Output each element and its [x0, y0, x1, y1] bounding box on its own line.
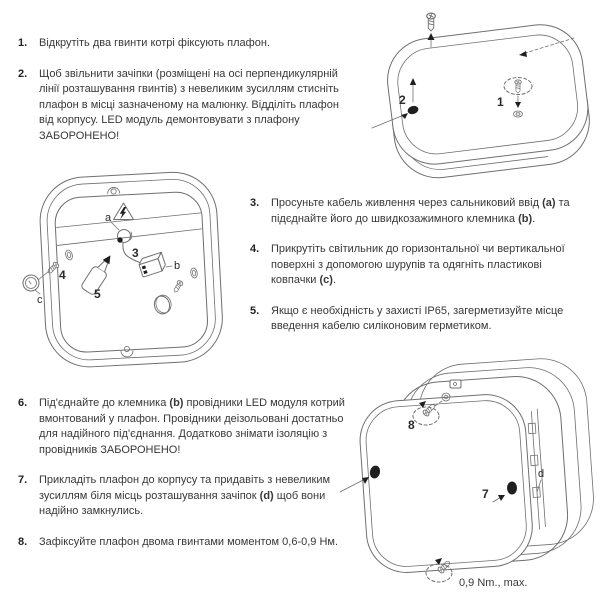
step-number: 7. [18, 474, 28, 486]
step-number: 1. [18, 37, 28, 49]
housing-frame [38, 170, 225, 369]
step-text: Прикладіть плафон до корпусу та придавіть з невеликим зусиллям біля місць розташування зачіпок (d) щоб вони надійно замкнулись. [39, 474, 331, 517]
screw-icon [427, 13, 436, 31]
steps-block-3-5 [250, 196, 582, 350]
step-text: Зафіксуйте плафон двома гвинтами моментом 0,6-0,9 Нм. [39, 535, 339, 548]
figure3-label-d: d [538, 468, 545, 480]
torque-note: 0,9 Nm., max. [459, 577, 528, 589]
press-point-dot [507, 482, 517, 495]
step-text: Щоб звільнити зачіпки (розміщені на осі перпендикулярній лінії розташування гвинтів) з невеликим зусиллям стисніть плафон в місці зазначеному на малюнку. Відділіть плафон від корпусу. LED модуль демонтовувати з плафону ЗАБОРОНЕНО! [39, 67, 339, 142]
instruction-step-2 [18, 67, 354, 145]
step-number: 4. [250, 243, 260, 255]
figure-housing-inside [2, 160, 250, 394]
step-text: Якщо є необхідність у захисті IP65, загерметизуйте місце введення кабелю силіконовим герметиком. [271, 304, 564, 332]
figure2-label-a: a [105, 212, 112, 224]
step-number: 5. [250, 304, 260, 317]
instruction-step-8 [18, 535, 360, 551]
instruction-step-6 [18, 396, 360, 458]
figure1-label-2: 2 [399, 93, 406, 107]
lamp-exploded-stack [355, 356, 598, 575]
figure3-label-8: 8 [408, 418, 415, 432]
latch-bracket [450, 380, 461, 388]
step-text: Просуньте кабель живлення через сальниковий ввід (a) та підєднайте його до швидкозажимного клемника (b). [271, 197, 570, 225]
figure2-label-3: 3 [132, 246, 139, 260]
figure2-label-5: 5 [94, 287, 101, 301]
instruction-step-5 [250, 304, 582, 335]
instruction-step-7 [18, 473, 360, 520]
figure-remove-plafond [368, 2, 600, 180]
figure-close-plafond [338, 356, 600, 600]
steps-block-6-8 [18, 396, 360, 565]
figure1-label-1: 1 [497, 95, 504, 109]
figure2-label-c: c [37, 294, 43, 306]
figure2-label-b: b [174, 260, 181, 272]
instruction-step-3 [250, 196, 582, 227]
steps-block-1-2 [18, 36, 354, 159]
step-text: Під'єднайте до клемника (b) провідники LED модуля котрий вмонтований у плафон. Провідники деізольовані достатньо для надійного під'єднання. Додатково знімати ізоляцію з провідників ЗАБОРОНЕНО! [39, 397, 345, 456]
step-text: Відкрутіть два гвинти котрі фіксують плафон. [39, 37, 270, 49]
step-number: 8. [18, 535, 28, 548]
instruction-step-4 [250, 242, 582, 289]
step-number: 3. [250, 197, 260, 209]
lamp-body-isometric [383, 20, 595, 180]
figure2-label-4: 4 [59, 268, 66, 282]
step-number: 2. [18, 67, 28, 80]
step-text: Прикрутіть світильник до горизонтальної чи вертикальної поверхні з допомогою шурупів та одягніть пластикові ковпачки (c). [271, 243, 565, 286]
arrow-up-icon [428, 33, 435, 40]
step-number: 6. [18, 397, 28, 409]
instruction-step-1 [18, 36, 354, 52]
figure3-label-7: 7 [482, 487, 489, 501]
